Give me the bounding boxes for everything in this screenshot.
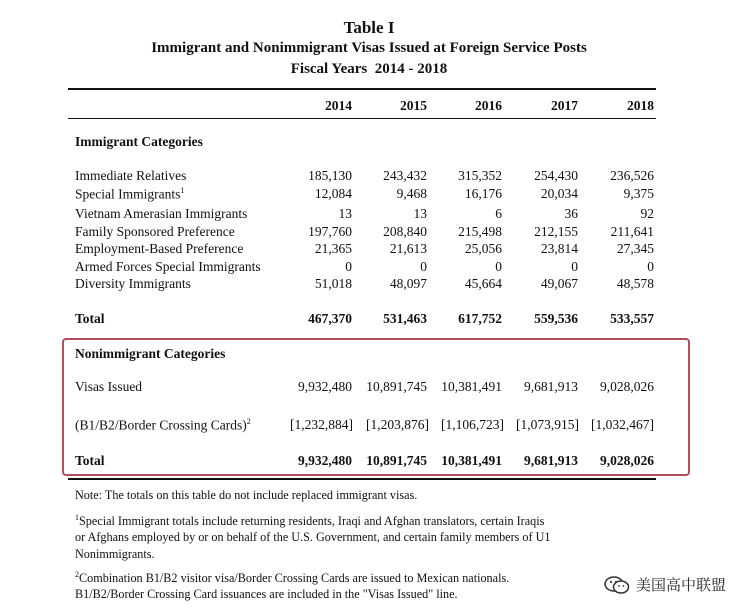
table-cell: 0: [571, 259, 578, 274]
table-note: Note: The totals on this table do not include replaced immigrant visas.: [75, 488, 418, 502]
row-label-text: Armed Forces Special Immigrants: [75, 259, 261, 274]
table-cell: 197,760: [308, 224, 352, 239]
row-label: [75, 168, 186, 184]
table-cell: 51,018: [314, 276, 352, 291]
row-label: [75, 311, 105, 327]
footnote-2-mark: 2: [75, 570, 79, 579]
footnote-ref: 1: [180, 186, 185, 195]
table-cell: 559,536: [534, 311, 578, 326]
table-cell: 9,681,913: [524, 379, 578, 394]
table-cell: 10,891,745: [366, 379, 427, 394]
table-cell: 6: [495, 206, 502, 221]
table-cell: 48,578: [616, 276, 654, 291]
table-cell: 48,097: [389, 276, 427, 291]
table-cell: 9,932,480: [298, 453, 352, 468]
watermark-text: 美国高中联盟: [635, 576, 726, 594]
table-cell: 0: [345, 259, 352, 274]
table-cell: [1,232,884]: [290, 417, 353, 432]
footnote-1-mark: 1: [75, 513, 79, 522]
table-cell: 236,526: [610, 168, 654, 183]
table-cell: 0: [495, 259, 502, 274]
table-cell: 617,752: [458, 311, 502, 326]
row-label: [75, 453, 105, 469]
footnote-ref: 2: [246, 417, 251, 426]
table-cell: 45,664: [464, 276, 502, 291]
table-cell: 9,028,026: [600, 379, 654, 394]
footnote-2: [75, 570, 509, 586]
table-cell: 92: [640, 206, 654, 221]
wechat-icon: [604, 575, 630, 595]
table-cell: 9,468: [396, 186, 427, 201]
table-cell: [1,073,915]: [516, 417, 579, 432]
table-cell: 16,176: [464, 186, 502, 201]
row-label: [75, 276, 191, 292]
table-cell: 533,557: [610, 311, 654, 326]
header-rule: [68, 118, 656, 119]
immigrant-categories-heading: Immigrant Categories: [75, 134, 203, 149]
row-label-text: Diversity Immigrants: [75, 276, 191, 291]
table-cell: 185,130: [308, 168, 352, 183]
year-header: 2015: [400, 98, 427, 113]
row-label: [75, 379, 142, 395]
row-label: [75, 186, 184, 203]
footnote-2-line-1: Combination B1/B2 visitor visa/Border Crossing Cards are issued to Mexican nationals.: [79, 571, 510, 586]
footnote-2-line-2: B1/B2/Border Crossing Card issuances are included in the "Visas Issued" line.: [75, 587, 458, 601]
table-cell: 10,381,491: [441, 379, 502, 394]
table-cell: 215,498: [458, 224, 502, 239]
table-cell: 12,084: [314, 186, 352, 201]
table-subtitle: Immigrant and Nonimmigrant Visas Issued at Foreign Service Posts: [151, 40, 587, 56]
table-cell: 9,375: [623, 186, 654, 201]
table-cell: 20,034: [540, 186, 578, 201]
footnote-1-line-1: Special Immigrant totals include returning residents, Iraqi and Afghan translators, certain Iraqis: [79, 514, 545, 529]
table-cell: 467,370: [308, 311, 352, 326]
table-cell: 49,067: [540, 276, 578, 291]
table-title: Table I: [343, 18, 395, 37]
table-cell: 13: [338, 206, 352, 221]
table-cell: 315,352: [458, 168, 502, 183]
table-cell: 9,932,480: [298, 379, 352, 394]
table-cell: 9,681,913: [524, 453, 578, 468]
row-label-text: Employment-Based Preference: [75, 241, 244, 256]
row-label: [75, 417, 251, 434]
row-label: [75, 206, 247, 222]
table-cell: [1,203,876]: [366, 417, 429, 432]
table-cell: 0: [647, 259, 654, 274]
row-label-text: (B1/B2/Border Crossing Cards): [75, 417, 247, 433]
table-cell: 243,432: [383, 168, 427, 183]
footnote-1-line-3: Nonimmigrants.: [75, 547, 155, 561]
table-cell: 254,430: [534, 168, 578, 183]
table-cell: 10,891,745: [366, 453, 427, 468]
row-label-text: Total: [75, 453, 105, 468]
table-cell: [1,032,467]: [591, 417, 654, 432]
table-cell: [1,106,723]: [441, 417, 504, 432]
table-cell: 36: [564, 206, 578, 221]
table-cell: 25,056: [464, 241, 502, 256]
footnote-1: [75, 513, 544, 529]
table-cell: 208,840: [383, 224, 427, 239]
row-label-text: Family Sponsored Preference: [75, 224, 235, 239]
footnote-1-line-2: or Afghans employed by or on behalf of the U.S. Government, and certain family members of U1: [75, 530, 551, 544]
year-header: 2018: [627, 98, 654, 113]
row-label-text: Special Immigrants: [75, 186, 181, 202]
row-label-text: Immediate Relatives: [75, 168, 187, 183]
nonimmigrant-categories-heading: Nonimmigrant Categories: [75, 346, 226, 361]
table-cell: 13: [413, 206, 427, 221]
row-label-text: Visas Issued: [75, 379, 143, 394]
row-label: [75, 241, 243, 257]
row-label-text: Total: [75, 311, 105, 326]
year-header: 2017: [551, 98, 578, 113]
table-cell: 212,155: [534, 224, 578, 239]
bottom-rule: [68, 478, 656, 480]
top-rule: [68, 88, 656, 90]
table-cell: 211,641: [610, 224, 654, 239]
year-header: 2016: [475, 98, 502, 113]
table-cell: 27,345: [616, 241, 654, 256]
table-cell: 0: [420, 259, 427, 274]
watermark: [604, 574, 726, 595]
table-cell: 21,613: [389, 241, 427, 256]
row-label: [75, 259, 261, 275]
year-header: 2014: [325, 98, 352, 113]
table-cell: 531,463: [383, 311, 427, 326]
row-label-text: Vietnam Amerasian Immigrants: [75, 206, 248, 221]
table-cell: 10,381,491: [441, 453, 502, 468]
table-fiscal-years: Fiscal Years 2014 - 2018: [290, 61, 448, 77]
table-cell: 21,365: [314, 241, 352, 256]
table-cell: 9,028,026: [600, 453, 654, 468]
table-cell: 23,814: [540, 241, 578, 256]
row-label: [75, 224, 235, 240]
